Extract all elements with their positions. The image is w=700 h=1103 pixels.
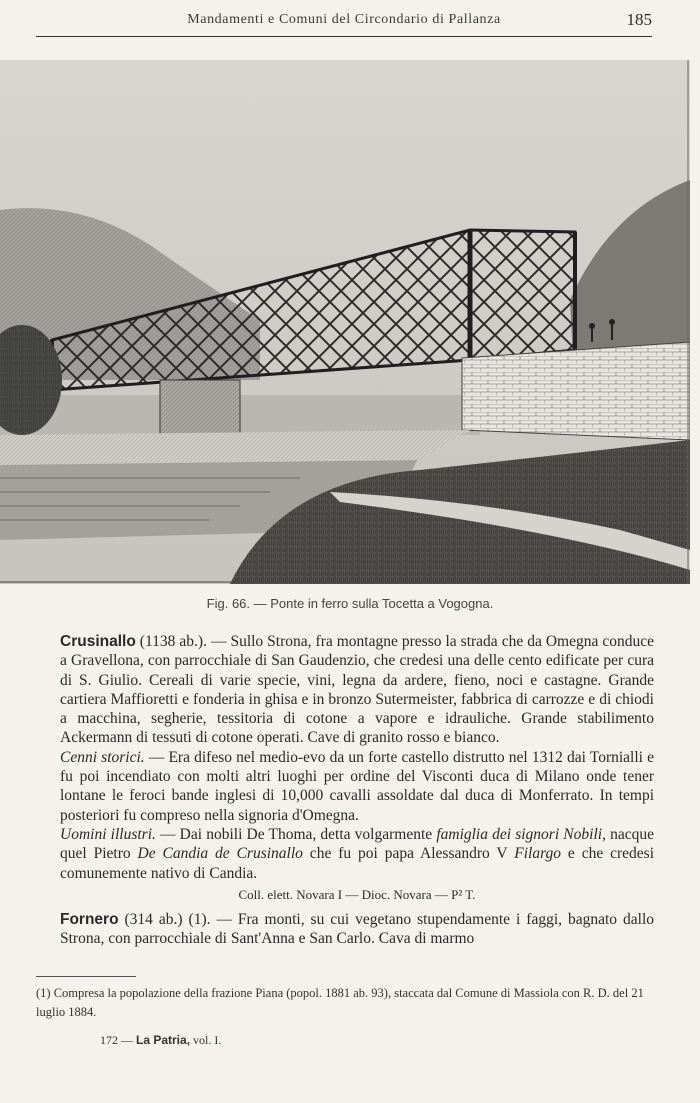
uomini-italic-1: famiglia dei signori Nobili (436, 825, 603, 843)
uomini-text-4: e che credesi comunemente nativo di Candia. (60, 845, 655, 882)
running-header (36, 8, 652, 37)
crusinallo-intro: (1138 ab.). — Sullo Strona, fra montagne presso la strada che da Omegna conduce a Gravellona, con parrocchiale di San Gaudenzio, che credesi una delle cento edificate per cura di S. Giulio. Cereali di varie specie, vini, legna da ardere, fieno, noci e castagne. Grande cartiera Maffioretti e fonderia in ghisa e in bronzo Sutermeister, fabbrica di carrozze e di chiodi a macchina, segherie, tessitoria di cotone a vapore e idrauliche. Grande stabilimento Ackermann di tessuti di cotone operati. Cave di granito rosso e bianco. (60, 633, 654, 747)
signature-number: 172 — (100, 1033, 133, 1047)
header-title: Mandamenti e Comuni del Circondario di Pallanza (187, 12, 501, 27)
page-number: 185 (626, 10, 652, 29)
footnote: (1) Compresa la popolazione della frazione Piana (popol. 1881 ab. 93), staccata dal Comune di Massiola con R. D. del 21 luglio 1884. (36, 986, 644, 1019)
bridge-engraving (0, 60, 690, 584)
cenni-storici-paragraph (60, 748, 654, 825)
uomini-illustri-paragraph (60, 825, 654, 883)
fornero-intro: (314 ab.) (1). — Fra monti, su cui vegetano stupendamente i faggi, bagnato dallo Strona, con parrocchiale di Sant'Anna e San Carlo. Cava di marmo (60, 911, 654, 948)
entry-name-crusinallo: Crusinallo (60, 633, 136, 650)
uomini-italic-3: Filargo (514, 845, 562, 863)
uomini-text-1: — Dai nobili De Thoma, detta volgarmente (155, 825, 437, 843)
figure-caption: Fig. 66. — Ponte in ferro sulla Tocetta a Vogogna. (206, 596, 494, 611)
footnote-rule (36, 976, 136, 977)
cenni-storici-text: — Era difeso nel medio-evo da un forte castello distrutto nel 1312 dai Tornialli e fu poi incendiato con molti altri luoghi per ordine del Visconti duca di Milano onde tener lontane le feroci bande inglesi di 10,000 cavalli assoldate dal duca di Monferrato. In tempi posteriori fu compreso nella signoria d'Omegna. (60, 748, 655, 824)
body-text (60, 632, 654, 949)
signature-volume: vol. I. (193, 1033, 222, 1047)
crusinallo-entry (60, 632, 654, 748)
uomini-text-3: che fu poi papa Alessandro V (302, 845, 515, 863)
entry-name-fornero: Fornero (60, 911, 119, 929)
fornero-entry (60, 910, 654, 949)
collegio-line: Coll. elett. Novara I — Dioc. Novara — P² T. (238, 886, 476, 902)
uomini-text-2: , nacque quel Pietro (60, 825, 654, 863)
cenni-storici-label: Cenni storici. (60, 748, 145, 766)
signature-publication: La Patria, (136, 1033, 191, 1047)
printer-signature (100, 1033, 221, 1048)
uomini-illustri-label: Uomini illustri. (60, 825, 156, 843)
uomini-italic-2: De Candia de Crusinallo (137, 845, 303, 863)
